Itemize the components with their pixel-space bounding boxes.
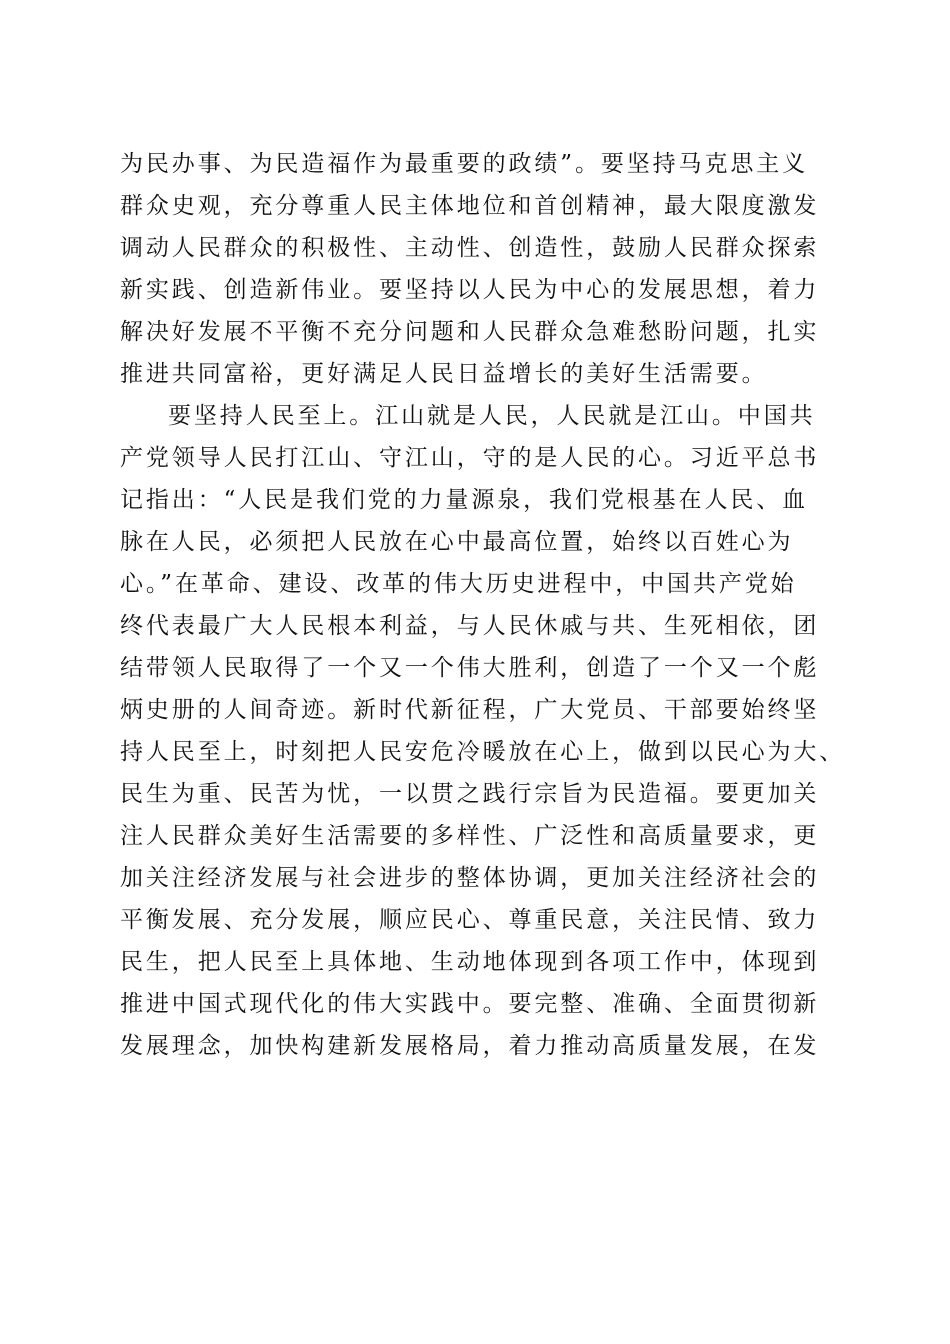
text-line: 民生，把人民至上具体地、生动地体现到各项工作中，体现到 [120,949,820,975]
text-line: 发展理念，加快构建新发展格局，着力推动高质量发展，在发 [120,1033,820,1059]
text-line: 产党领导人民打江山、守江山，守的是人民的心。习近平总书 [120,445,820,471]
text-line: 推进中国式现代化的伟大实践中。要完整、准确、全面贯彻新 [120,991,820,1017]
text-line: 注人民群众美好生活需要的多样性、广泛性和高质量要求，更 [120,823,820,849]
text-line: 新实践、创造新伟业。要坚持以人民为中心的发展思想，着力 [120,277,820,303]
text-line: 为民办事、为民造福作为最重要的政绩”。要坚持马克思主义 [120,151,809,177]
text-line: 加关注经济发展与社会进步的整体协调，更加关注经济社会的 [120,865,820,891]
text-line: 记指出：“人民是我们党的力量源泉，我们党根基在人民、血 [120,487,809,513]
text-line: 心。”在革命、建设、改革的伟大历史进程中，中国共产党始 [120,571,797,597]
text-line: 群众史观，充分尊重人民主体地位和首创精神，最大限度激发 [120,193,820,219]
paragraph-first-line: 要坚持人民至上。江山就是人民，人民就是江山。中国共 [168,403,816,429]
text-line: 脉在人民，必须把人民放在心中最高位置，始终以百姓心为 [120,529,794,555]
text-line: 持人民至上，时刻把人民安危冷暖放在心上，做到以民心为大、 [120,739,846,765]
text-line: 结带领人民取得了一个又一个伟大胜利，创造了一个又一个彪 [120,655,820,681]
text-line: 推进共同富裕，更好满足人民日益增长的美好生活需要。 [120,361,768,387]
text-line: 终代表最广大人民根本利益，与人民休戚与共、生死相依，团 [120,613,820,639]
text-line: 民生为重、民苦为忧，一以贯之践行宗旨为民造福。要更加关 [120,781,820,807]
text-line: 解决好发展不平衡不充分问题和人民群众急难愁盼问题，扎实 [120,319,820,345]
text-line: 炳史册的人间奇迹。新时代新征程，广大党员、干部要始终坚 [120,697,820,723]
text-line: 调动人民群众的积极性、主动性、创造性，鼓励人民群众探索 [120,235,820,261]
text-line: 平衡发展、充分发展，顺应民心、尊重民意，关注民情、致力 [120,907,820,933]
